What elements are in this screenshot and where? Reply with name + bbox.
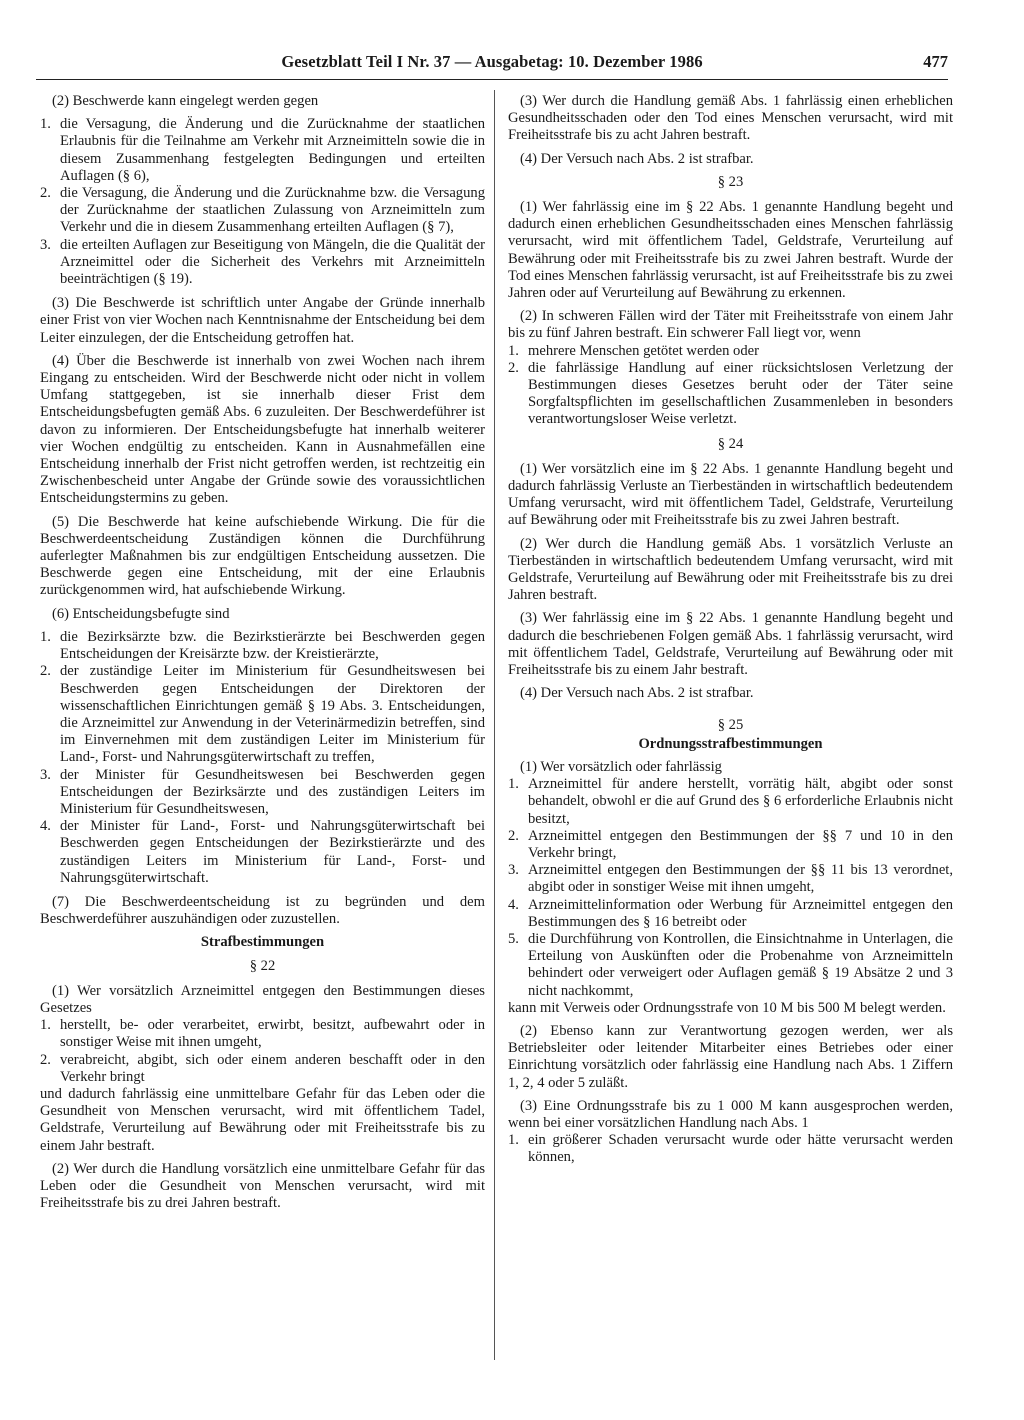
right-column	[508, 93, 953, 1167]
item-number: 3.	[40, 766, 51, 783]
item-text: Arzneimittel für andere herstellt, vorrätig hält, abgibt oder sonst behandelt, obwohl er die auf Grund des § 6 erforderliche Erlaubnis nicht besitzt,	[528, 776, 953, 827]
item-number: 1.	[508, 776, 519, 793]
item-text: Arzneimittel entgegen den Bestimmungen der §§ 7 und 10 in den Verkehr bringt,	[528, 827, 953, 861]
section-22-paragraph-2: (2) Wer durch die Handlung vorsätzlich eine unmittelbare Gefahr für das Leben oder die Gesundheit von Menschen verursacht, wird mit Freiheitsstrafe bis zu drei Jahren bestraft.	[40, 1160, 485, 1212]
item-text: der zuständige Leiter im Ministerium für Gesundheitswesen bei Beschwerden gegen Entscheidungen der Direktoren der wissenschaftlichen Einrichtungen gemäß § 19 Abs. 3. Entscheidungen, die Arzneimittel zur Anwendung in der Veterinärmedizin betreffen, sind im Einvernehmen mit dem zuständigen Leiter im Ministerium für Land-, Forst- und Nahrungsgüterwirtschaft zu treffen,	[60, 663, 485, 766]
column-divider	[494, 90, 495, 1360]
item-number: 2.	[40, 185, 51, 202]
paragraph-6-intro: (6) Entscheidungsbefugte sind	[52, 605, 230, 622]
item-text: der Minister für Gesundheitswesen bei Beschwerden gegen Entscheidungen der Bezirksärzte und des zuständigen Leiters im Ministerium für Gesundheitswesen,	[60, 766, 485, 817]
item-text: verabreicht, abgibt, sich oder einem anderen beschafft oder in den Verkehr bringt	[60, 1051, 485, 1085]
item-number: 1.	[40, 1017, 51, 1034]
section-23-paragraph-2-intro: (2) In schweren Fällen wird der Täter mit Freiheitsstrafe von einem Jahr bis zu fünf Jahren bestraft. Ein schwerer Fall liegt vor, wenn	[508, 308, 953, 342]
list-item	[40, 767, 485, 819]
item-number: 3.	[508, 862, 519, 879]
item-text: die Durchführung von Kontrollen, die Einsichtnahme in Unterlagen, die Erteilung von Auskünften oder die Probenahme von Arzneimitteln behindert oder verweigert oder Auflagen gemäß § 19 Absätze 2 und 3 nicht nachkommt,	[528, 930, 953, 999]
section-25-paragraph-2: (2) Ebenso kann zur Verantwortung gezogen werden, wer als Betriebsleiter oder leitender Mitarbeiter eines Betriebes oder einer Einrichtung vorsätzlich oder fahrlässig eine Handlung nach Abs. 1 Ziffern 1, 2, 4 oder 5 zuläßt.	[508, 1022, 953, 1091]
item-text: die Versagung, die Änderung und die Zurücknahme der staatlichen Erlaubnis für die Teilnahme am Verkehr mit Arzneimitteln sowie die in diesem Zusammenhang festgelegten Bedingungen und erteilten Auflagen (§ 6),	[60, 116, 485, 184]
paragraph-6-list	[40, 629, 485, 887]
section-25-paragraph-3-list	[508, 1132, 953, 1166]
item-text: mehrere Menschen getötet werden oder	[528, 342, 759, 359]
section-24-title: § 24	[717, 435, 744, 452]
section-22-paragraph-1-intro: (1) Wer vorsätzlich Arzneimittel entgegen den Bestimmungen dieses Gesetzes	[40, 982, 485, 1016]
page-number: 477	[923, 52, 948, 71]
header-title: Gesetzblatt Teil I Nr. 37 — Ausgabetag: 10. Dezember 1986	[281, 52, 703, 71]
list-item	[508, 343, 953, 360]
item-number: 4.	[40, 818, 51, 835]
section-24-paragraph-2: (2) Wer durch die Handlung gemäß Abs. 1 vorsätzlich Verluste an Tierbeständen in wirtschaftlich bedeutendem Umfang verursacht, wird mit Geldstrafe, Verurteilung auf Bewährung oder mit Freiheitsstrafe bis zu drei Jahren bestraft.	[508, 535, 953, 604]
section-23-title: § 23	[717, 173, 744, 190]
list-item	[40, 818, 485, 887]
item-number: 3.	[40, 236, 51, 253]
section-22-paragraph-1-tail: und dadurch fahrlässig eine unmittelbare Gefahr für das Leben oder die Gesundheit von Menschen verursacht, wird mit öffentlichem Tadel, Geldstrafe, Verurteilung auf Bewährung oder mit Freiheitsstrafe bis zu einem Jahr bestraft.	[40, 1085, 485, 1154]
item-text: die Bezirksärzte bzw. die Bezirkstierärzte bei Beschwerden gegen Entscheidungen der Kreisärzte bzw. der Kreistierärzte,	[60, 628, 485, 663]
item-number: 4.	[508, 896, 519, 913]
list-item	[508, 862, 953, 896]
item-text: Arzneimittel entgegen den Bestimmungen der §§ 11 bis 13 verordnet, abgibt oder in sonstiger Weise mit ihnen umgeht,	[528, 862, 953, 896]
item-number: 2.	[508, 827, 519, 844]
list-item	[508, 931, 953, 1000]
section-22-paragraph-4: (4) Der Versuch nach Abs. 2 ist strafbar.	[520, 150, 754, 167]
section-25-list	[508, 776, 953, 1000]
list-item	[40, 1052, 485, 1086]
list-item	[40, 629, 485, 663]
section-25-paragraph-1-tail: kann mit Verweis oder Ordnungsstrafe von 10 M bis 500 M belegt werden.	[508, 999, 946, 1016]
item-number: 1.	[40, 116, 51, 133]
paragraph-7: (7) Die Beschwerdeentscheidung ist zu begründen und dem Beschwerdeführer auszuhändigen oder zuzustellen.	[40, 893, 485, 928]
item-text: ein größerer Schaden verursacht wurde oder hätte verursacht werden können,	[528, 1132, 953, 1166]
section-24-paragraph-4: (4) Der Versuch nach Abs. 2 ist strafbar.	[520, 685, 754, 702]
section-25-paragraph-3-intro: (3) Eine Ordnungsstrafe bis zu 1 000 M kann ausgesprochen werden, wenn bei einer vorsätzlichen Handlung nach Abs. 1	[508, 1097, 953, 1131]
section-23-list	[508, 343, 953, 429]
section-22-list	[40, 1017, 485, 1086]
section-25-title: § 25	[717, 716, 744, 733]
paragraph-4: (4) Über die Beschwerde ist innerhalb von zwei Wochen nach ihrem Eingang zu entscheiden. Wird der Beschwerde nicht oder nicht in vollem Umfang stattgegeben, ist sie innerhalb dieser Frist dem Entscheidungsbefugten gemäß Abs. 6 zuzuleiten. Der Beschwerdeführer ist davon zu informieren. Der Entscheidungsbefugte hat innerhalb weiterer vier Wochen endgültig zu entscheiden. Kann in Ausnahmefällen eine Entscheidung innerhalb der Frist nicht getroffen werden, ist rechtzeitig ein Zwischenbescheid unter Angabe der Gründe sowie des voraussichtlichen Entscheidungstermins zu geben.	[40, 352, 485, 507]
header-rule	[36, 79, 948, 80]
page-header	[36, 52, 948, 74]
section-24-paragraph-1: (1) Wer vorsätzlich eine im § 22 Abs. 1 genannte Handlung begeht und dadurch fahrlässig Verluste an Tierbeständen in wirtschaftlich bedeutendem Umfang verursacht, wird mit öffentlichem Tadel, Geldstrafe, Verurteilung auf Bewährung oder mit Freiheitsstrafe bis zu zwei Jahren bestraft.	[508, 460, 953, 529]
list-item	[508, 1132, 953, 1166]
heading-ordnungsstrafbestimmungen: Ordnungsstrafbestimmungen	[638, 735, 823, 752]
item-number: 5.	[508, 930, 519, 947]
item-text: Arzneimittelinformation oder Werbung für Arzneimittel entgegen den Bestimmungen des § 16 betreibt oder	[528, 896, 953, 930]
list-item	[40, 116, 485, 185]
paragraph-3: (3) Die Beschwerde ist schriftlich unter Angabe der Gründe innerhalb einer Frist von vier Wochen nach Kenntnisnahme der Entscheidung bei dem Leiter einzulegen, der die Entscheidung getroffen hat.	[40, 295, 485, 346]
section-22-title: § 22	[249, 957, 276, 974]
item-text: herstellt, be- oder verarbeitet, erwirbt, besitzt, aufbewahrt oder in sonstiger Weise mit ihnen umgeht,	[60, 1017, 485, 1051]
list-item	[508, 776, 953, 828]
item-number: 2.	[508, 359, 519, 376]
item-text: die fahrlässige Handlung auf einer rücksichtslosen Verletzung der Bestimmungen dieses Gesetzes beruht oder der Täter seine Sorgfaltspflichten im gesellschaftlichen Zusammenleben in besonders verantwortungsloser Weise verletzt.	[528, 359, 953, 428]
section-25-paragraph-1-intro: (1) Wer vorsätzlich oder fahrlässig	[520, 758, 722, 775]
paragraph-5: (5) Die Beschwerde hat keine aufschiebende Wirkung. Die für die Beschwerdeentscheidung Zuständigen können die Durchführung auferlegter Maßnahmen bis zur endgültigen Entscheidung aussetzen. Die Beschwerde gegen eine Entscheidung, mit der eine Erlaubnis zurückgenommen wird, hat aufschiebende Wirkung.	[40, 513, 485, 599]
item-number: 1.	[508, 342, 519, 359]
section-22-paragraph-3: (3) Wer durch die Handlung gemäß Abs. 1 fahrlässig einen erheblichen Gesundheitsschaden oder den Tod eines Menschen verursacht, wird mit Freiheitsstrafe bis zu acht Jahren bestraft.	[508, 93, 953, 144]
item-text: der Minister für Land-, Forst- und Nahrungsgüterwirtschaft bei Beschwerden gegen Entscheidungen der Bezirkstierärzte und des zuständigen Leiters im Ministerium für Land-, Forst- und Nahrungsgüterwirtschaft.	[60, 818, 485, 886]
list-item	[508, 828, 953, 862]
item-number: 1.	[40, 628, 51, 645]
list-item	[40, 1017, 485, 1051]
item-number: 1.	[508, 1132, 519, 1149]
item-number: 2.	[40, 1051, 51, 1068]
paragraph-2-intro: (2) Beschwerde kann eingelegt werden gegen	[52, 93, 319, 109]
section-23-paragraph-1: (1) Wer fahrlässig eine im § 22 Abs. 1 genannte Handlung begeht und dadurch einen erheblichen Gesundheitsschaden eines Menschen fahrlässig verursacht, wird mit öffentlichem Tadel, Geldstrafe, Verurteilung auf Bewährung oder mit Freiheitsstrafe bis zu zwei Jahren bestraft. Wurde der Tod eines Menschen fahrlässig verursacht, ist auf Freiheitsstrafe bis zu zwei Jahren oder auf Verurteilung auf Bewährung zu erkennen.	[508, 199, 953, 302]
item-text: die Versagung, die Änderung und die Zurücknahme bzw. die Versagung der Zurücknahme der staatlichen Zulassung von Arzneimitteln zum Verkehr und die in diesem Zusammenhang erteilten Auflagen (§ 7),	[60, 185, 485, 236]
item-text: die erteilten Auflagen zur Beseitigung von Mängeln, die die Qualität der Arzneimittel oder die Sicherheit des Verkehrs mit Arzneimitteln beeinträchtigen (§ 19).	[60, 236, 485, 288]
paragraph-2-list	[40, 116, 485, 288]
list-item	[508, 360, 953, 429]
item-number: 2.	[40, 663, 51, 680]
left-column	[40, 93, 485, 1218]
section-24-paragraph-3: (3) Wer fahrlässig eine im § 22 Abs. 1 genannte Handlung begeht und dadurch die beschriebenen Folgen gemäß Abs. 1 fahrlässig verursacht, wird mit öffentlichem Tadel, Geldstrafe, Verurteilung auf Bewährung oder mit Freiheitsstrafe bis zu einem Jahr bestraft.	[508, 610, 953, 679]
list-item	[40, 185, 485, 237]
list-item	[40, 663, 485, 766]
list-item	[40, 237, 485, 289]
list-item	[508, 897, 953, 931]
heading-strafbestimmungen: Strafbestimmungen	[200, 934, 325, 951]
